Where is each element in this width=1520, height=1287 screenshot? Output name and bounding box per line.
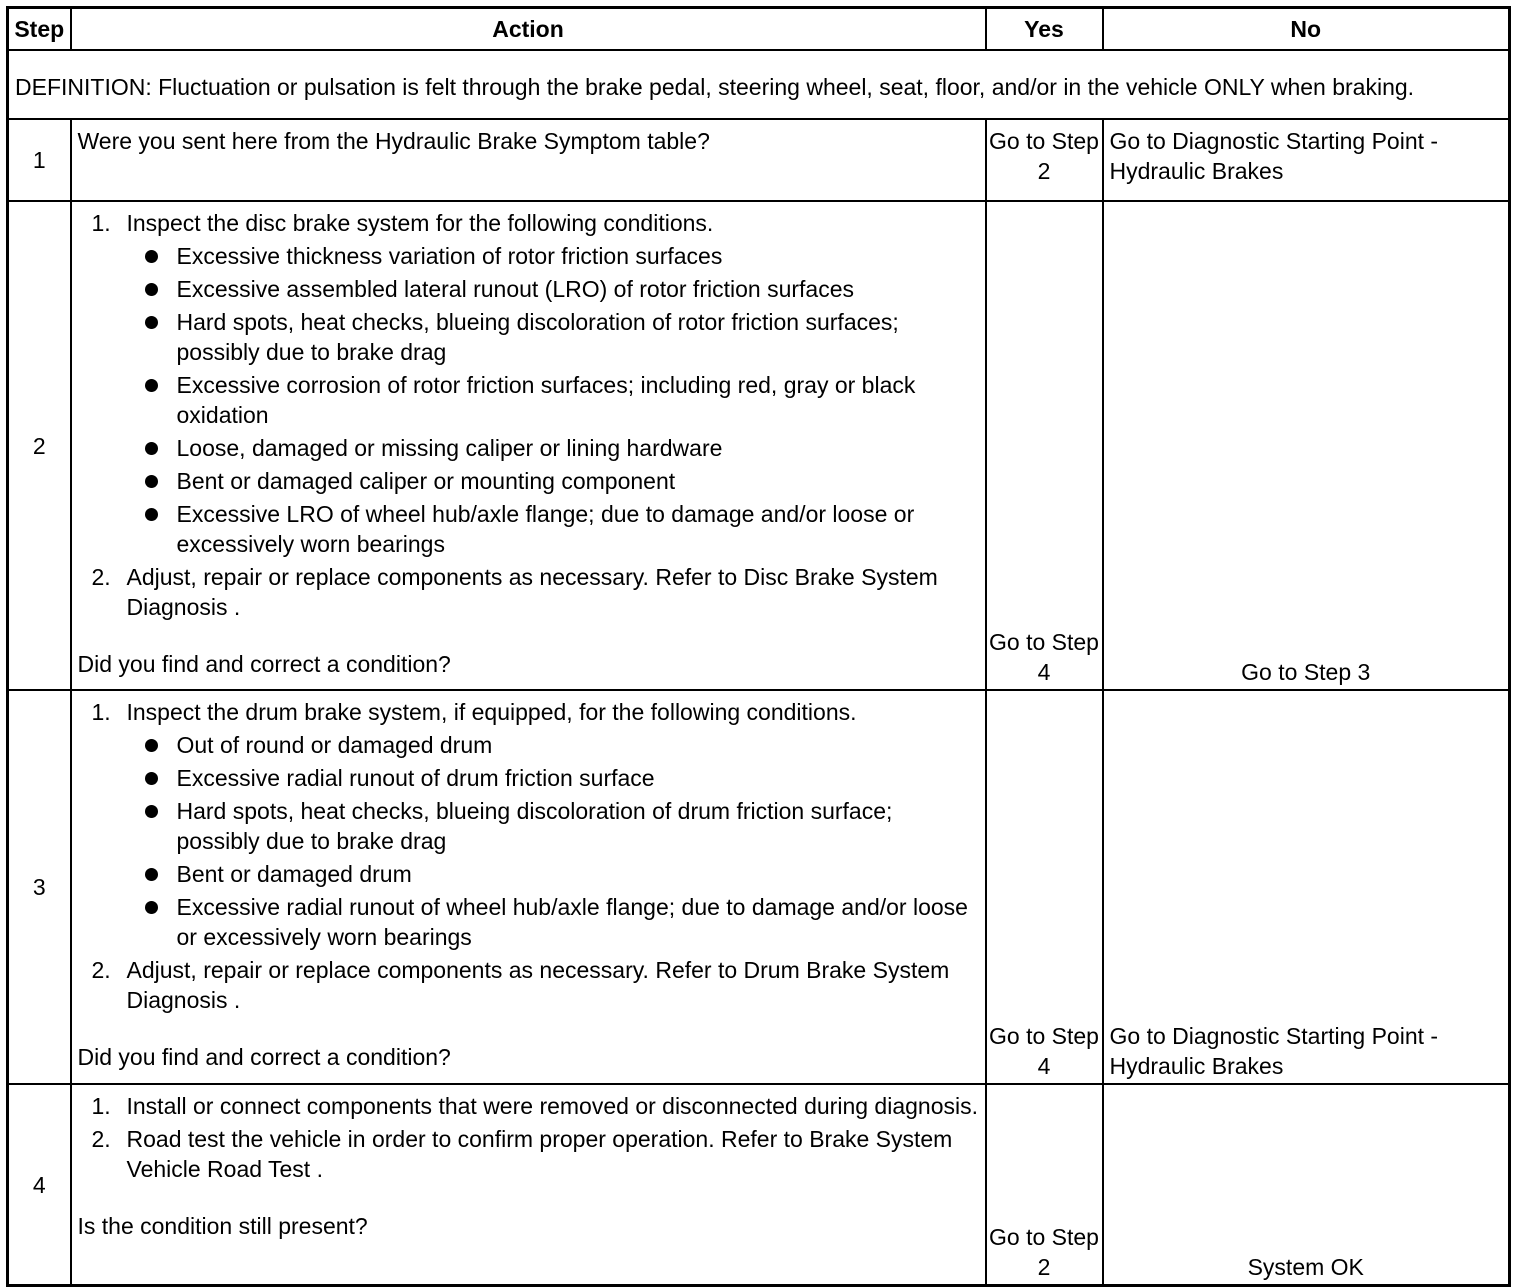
step-number: 3 bbox=[8, 690, 71, 1084]
header-action: Action bbox=[71, 8, 986, 51]
yes-cell: Go to Step 2 bbox=[986, 1084, 1103, 1286]
instruction-list bbox=[78, 697, 979, 1015]
instruction-item bbox=[78, 208, 979, 559]
condition-item: Hard spots, heat checks, blueing discoloration of drum friction surface; possibly due to brake drag bbox=[127, 796, 979, 856]
instruction-item bbox=[78, 562, 979, 622]
condition-list bbox=[127, 730, 979, 952]
step-question: Were you sent here from the Hydraulic Brake Symptom table? bbox=[77, 128, 710, 154]
condition-item: Excessive assembled lateral runout (LRO) of rotor friction surfaces bbox=[127, 274, 979, 304]
condition-item: Bent or damaged caliper or mounting component bbox=[127, 466, 979, 496]
table-row bbox=[8, 690, 1510, 1084]
step-question: Did you find and correct a condition? bbox=[77, 651, 451, 677]
table-row bbox=[8, 119, 1510, 201]
condition-item: Excessive corrosion of rotor friction surfaces; including red, gray or black oxidation bbox=[127, 370, 979, 430]
action-cell bbox=[71, 201, 986, 690]
condition-item: Loose, damaged or missing caliper or lining hardware bbox=[127, 433, 979, 463]
instruction-text: Adjust, repair or replace components as necessary. Refer to Disc Brake System Diagnosis . bbox=[126, 564, 938, 620]
instruction-text: Install or connect components that were removed or disconnected during diagnosis. bbox=[126, 1093, 978, 1119]
no-cell: System OK bbox=[1103, 1084, 1510, 1286]
instruction-item bbox=[78, 697, 979, 952]
step-number: 2 bbox=[8, 201, 71, 690]
instruction-number: 1. bbox=[91, 1093, 111, 1119]
header-no: No bbox=[1103, 8, 1510, 51]
no-cell: Go to Diagnostic Starting Point - Hydraulic Brakes bbox=[1103, 690, 1510, 1084]
condition-item: Excessive LRO of wheel hub/axle flange; due to damage and/or loose or excessively worn bearings bbox=[127, 499, 979, 559]
step-number: 4 bbox=[8, 1084, 71, 1286]
table-row bbox=[8, 1084, 1510, 1286]
condition-item: Out of round or damaged drum bbox=[127, 730, 979, 760]
condition-item: Excessive thickness variation of rotor friction surfaces bbox=[127, 241, 979, 271]
header-row bbox=[8, 8, 1510, 51]
step-question: Did you find and correct a condition? bbox=[77, 1044, 451, 1070]
diagnostic-table bbox=[6, 6, 1511, 1287]
instruction-item bbox=[78, 1091, 979, 1121]
condition-item: Hard spots, heat checks, blueing discoloration of rotor friction surfaces; possibly due to brake drag bbox=[127, 307, 979, 367]
step-number: 1 bbox=[8, 119, 71, 201]
instruction-text: Adjust, repair or replace components as necessary. Refer to Drum Brake System Diagnosis . bbox=[126, 957, 950, 1013]
condition-item: Excessive radial runout of drum friction surface bbox=[127, 763, 979, 793]
instruction-text: Inspect the disc brake system for the following conditions. bbox=[126, 210, 714, 236]
action-cell bbox=[71, 119, 986, 201]
instruction-item bbox=[78, 1124, 979, 1184]
action-cell bbox=[71, 690, 986, 1084]
yes-cell: Go to Step 4 bbox=[986, 690, 1103, 1084]
yes-cell: Go to Step 2 bbox=[986, 119, 1103, 201]
instruction-text: Road test the vehicle in order to confirm proper operation. Refer to Brake System Vehicle Road Test . bbox=[126, 1126, 953, 1182]
yes-cell: Go to Step 4 bbox=[986, 201, 1103, 690]
step-question: Is the condition still present? bbox=[77, 1213, 368, 1239]
instruction-number: 2. bbox=[91, 564, 111, 590]
instruction-list bbox=[78, 1091, 979, 1184]
instruction-number: 1. bbox=[91, 699, 111, 725]
definition-text: DEFINITION: Fluctuation or pulsation is felt through the brake pedal, steering wheel, seat, floor, and/or in the vehicle ONLY when braking. bbox=[8, 50, 1510, 119]
no-cell: Go to Step 3 bbox=[1103, 201, 1510, 690]
header-yes: Yes bbox=[986, 8, 1103, 51]
condition-item: Excessive radial runout of wheel hub/axle flange; due to damage and/or loose or excessively worn bearings bbox=[127, 892, 979, 952]
header-step: Step bbox=[8, 8, 71, 51]
instruction-number: 1. bbox=[91, 210, 111, 236]
table-row bbox=[8, 201, 1510, 690]
instruction-number: 2. bbox=[91, 957, 111, 983]
instruction-number: 2. bbox=[91, 1126, 111, 1152]
definition-row bbox=[8, 50, 1510, 119]
instruction-list bbox=[78, 208, 979, 622]
diagnostic-page bbox=[6, 6, 1508, 1280]
no-cell: Go to Diagnostic Starting Point - Hydraulic Brakes bbox=[1103, 119, 1510, 201]
condition-item: Bent or damaged drum bbox=[127, 859, 979, 889]
instruction-item bbox=[78, 955, 979, 1015]
condition-list bbox=[127, 241, 979, 559]
instruction-text: Inspect the drum brake system, if equipped, for the following conditions. bbox=[126, 699, 857, 725]
action-cell bbox=[71, 1084, 986, 1286]
